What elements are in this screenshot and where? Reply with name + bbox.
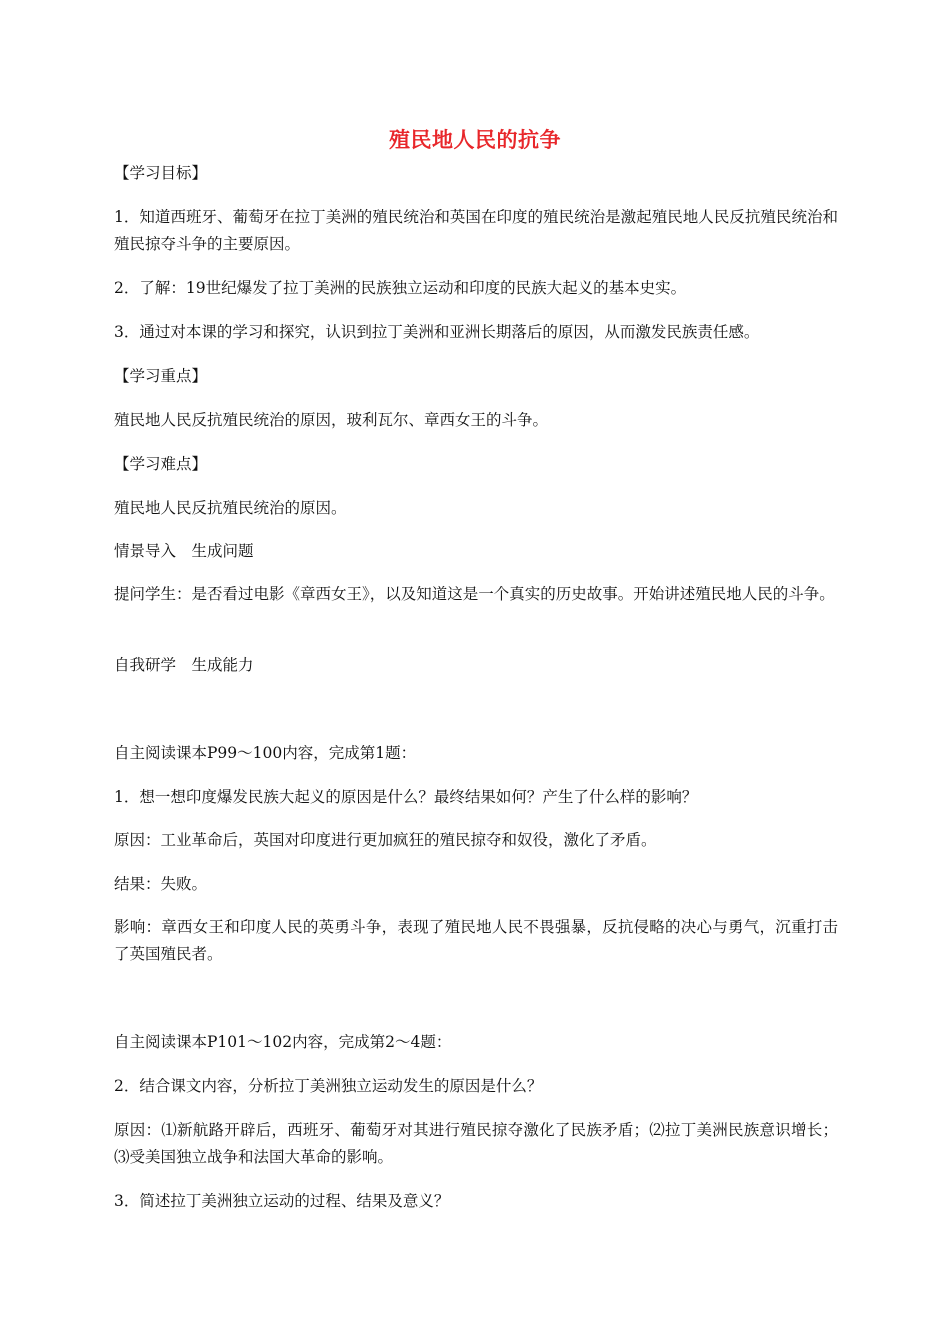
answer-1-impact: 影响：章西女王和印度人民的英勇斗争，表现了殖民地人民不畏强暴，反抗侵略的决心与勇气，沉重打击了英国殖民者。 <box>114 918 838 963</box>
document-title: 殖民地人民的抗争 <box>389 127 561 152</box>
question-1: 1．想一想印度爆发民族大起义的原因是什么？最终结果如何？产生了什么样的影响？ <box>114 788 698 806</box>
section-heading-difficulties: 【学习难点】 <box>114 455 208 473</box>
reading-instruction-2: 自主阅读课本P101～102内容，完成第2～4题： <box>114 1033 452 1051</box>
objective-item-2: 2．了解：19世纪爆发了拉丁美洲的民族独立运动和印度的民族大起义的基本史实。 <box>114 279 687 297</box>
answer-2-cause: 原因：⑴新航路开辟后，西班牙、葡萄牙对其进行殖民掠夺激化了民族矛盾；⑵拉丁美洲民族意识增长；⑶受美国独立战争和法国大革命的影响。 <box>114 1121 838 1166</box>
intro-heading: 情景导入 生成问题 <box>114 542 254 560</box>
reading-instruction-1: 自主阅读课本P99～100内容，完成第1题： <box>114 744 417 762</box>
intro-question: 提问学生：是否看过电影《章西女王》，以及知道这是一个真实的历史故事。开始讲述殖民地人民的斗争。 <box>114 585 835 603</box>
section-heading-key-points: 【学习重点】 <box>114 367 208 385</box>
question-3: 3．简述拉丁美洲独立运动的过程、结果及意义？ <box>114 1192 450 1210</box>
objective-item-3: 3．通过对本课的学习和探究，认识到拉丁美洲和亚洲长期落后的原因，从而激发民族责任感。 <box>114 323 760 341</box>
section-heading-objectives: 【学习目标】 <box>114 164 208 182</box>
answer-1-result: 结果：失败。 <box>114 875 208 893</box>
question-2: 2．结合课文内容，分析拉丁美洲独立运动发生的原因是什么？ <box>114 1077 543 1095</box>
objective-item-1: 1．知道西班牙、葡萄牙在拉丁美洲的殖民统治和英国在印度的殖民统治是激起殖民地人民反抗殖民统治和殖民掠夺斗争的主要原因。 <box>114 208 838 253</box>
self-study-heading: 自我研学 生成能力 <box>114 656 254 674</box>
key-points-text: 殖民地人民反抗殖民统治的原因，玻利瓦尔、章西女王的斗争。 <box>114 411 549 429</box>
answer-1-cause: 原因：工业革命后，英国对印度进行更加疯狂的殖民掠夺和奴役，激化了矛盾。 <box>114 831 657 849</box>
difficulties-text: 殖民地人民反抗殖民统治的原因。 <box>114 499 347 517</box>
